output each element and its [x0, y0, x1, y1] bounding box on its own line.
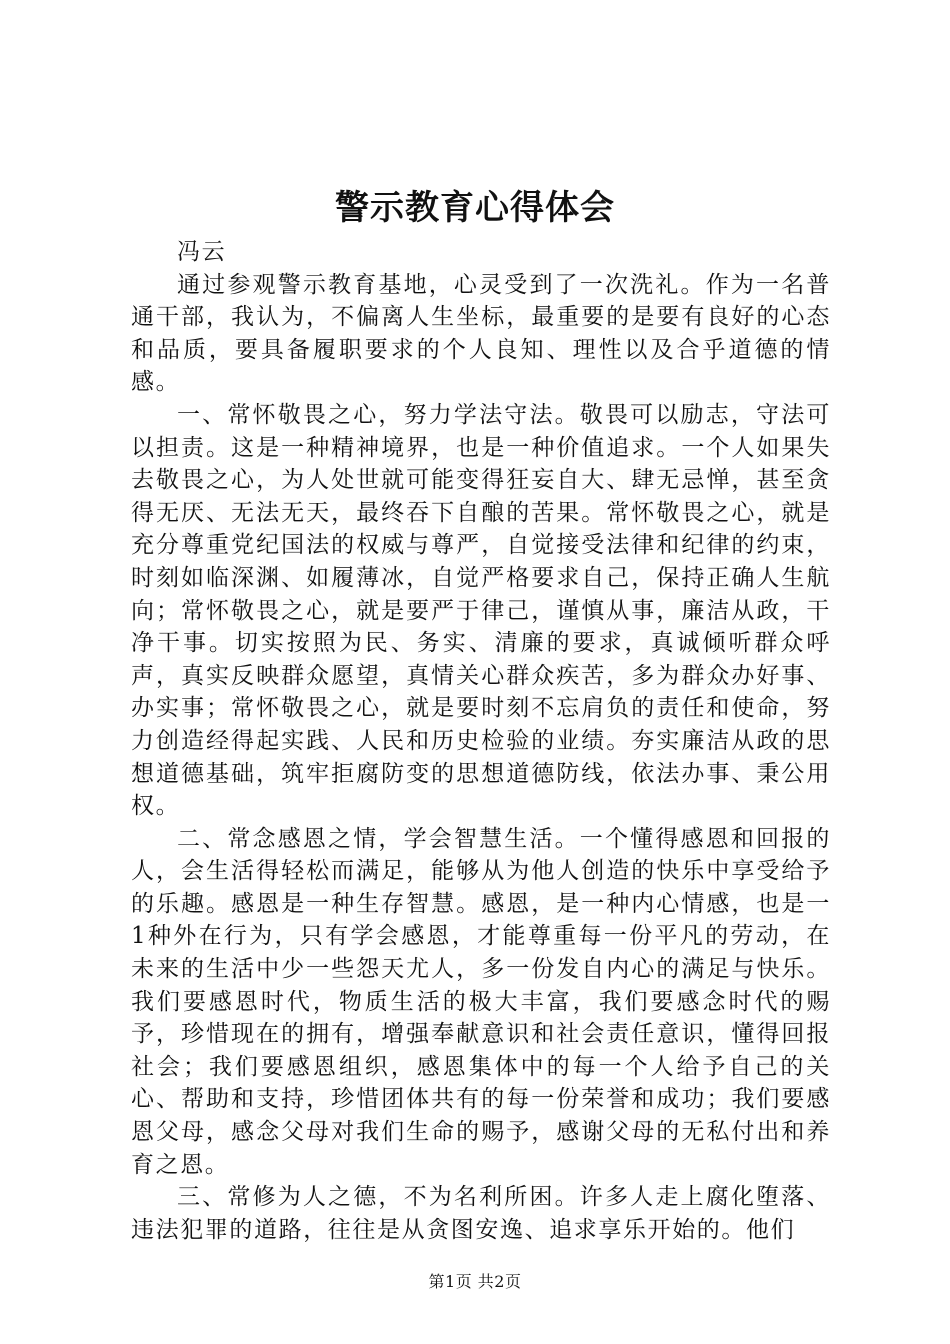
paragraph-intro: 通过参观警示教育基地，心灵受到了一次洗礼。作为一名普通干部，我认为，不偏离人生坐标，最重要的是要有良好的心态和品质，要具备履职要求的个人良知、理性以及合乎道德的情感。 — [131, 271, 831, 396]
paragraph-section-3: 三、常修为人之德，不为名利所困。许多人走上腐化堕落、违法犯罪的道路，往往是从贪图安逸、追求享乐开始的。他们 — [131, 1184, 831, 1243]
paragraph-section-2: 二、常念感恩之情，学会智慧生活。一个懂得感恩和回报的人，会生活得轻松而满足，能够从为他人创造的快乐中享受给予的乐趣。感恩是一种生存智慧。感恩，是一种内心情感，也是一1种外在行为，只有学会感恩，才能尊重每一份平凡的劳动，在未来的生活中少一些怨天尤人，多一份发自内心的满足与快乐。我们要感恩时代，物质生活的极大丰富，我们要感念时代的赐予，珍惜现在的拥有，增强奉献意识和社会责任意识，懂得回报社会；我们要感恩组织，感恩集体中的每一个人给予自己的关心、帮助和支持，珍惜团体共有的每一份荣誉和成功；我们要感恩父母，感念父母对我们生命的赐予，感谢父母的无私付出和养育之恩。 — [131, 825, 831, 1178]
paragraph-section-1: 一、常怀敬畏之心，努力学法守法。敬畏可以励志，守法可以担责。这是一种精神境界，也是一种价值追求。一个人如果失去敬畏之心，为人处世就可能变得狂妄自大、肆无忌惮，甚至贪得无厌、无法无天，最终吞下自酿的苦果。常怀敬畏之心，就是充分尊重党纪国法的权威与尊严，自觉接受法律和纪律的约束，时刻如临深渊、如履薄冰，自觉严格要求自己，保持正确人生航向；常怀敬畏之心，就是要严于律己，谨慎从事，廉洁从政，干净干事。切实按照为民、务实、清廉的要求，真诚倾听群众呼声，真实反映群众愿望，真情关心群众疾苦，多为群众办好事、办实事；常怀敬畏之心，就是要时刻不忘肩负的责任和使命，努力创造经得起实践、人民和历史检验的业绩。夯实廉洁从政的思想道德基础，筑牢拒腐防变的思想道德防线，依法办事、秉公用权。 — [131, 401, 831, 820]
document-title: 警示教育心得体会 — [335, 188, 615, 228]
document-body — [131, 236, 831, 1246]
author-line: 冯云 — [177, 239, 227, 265]
page-footer: 第1页 共2页 — [428, 1272, 522, 1291]
